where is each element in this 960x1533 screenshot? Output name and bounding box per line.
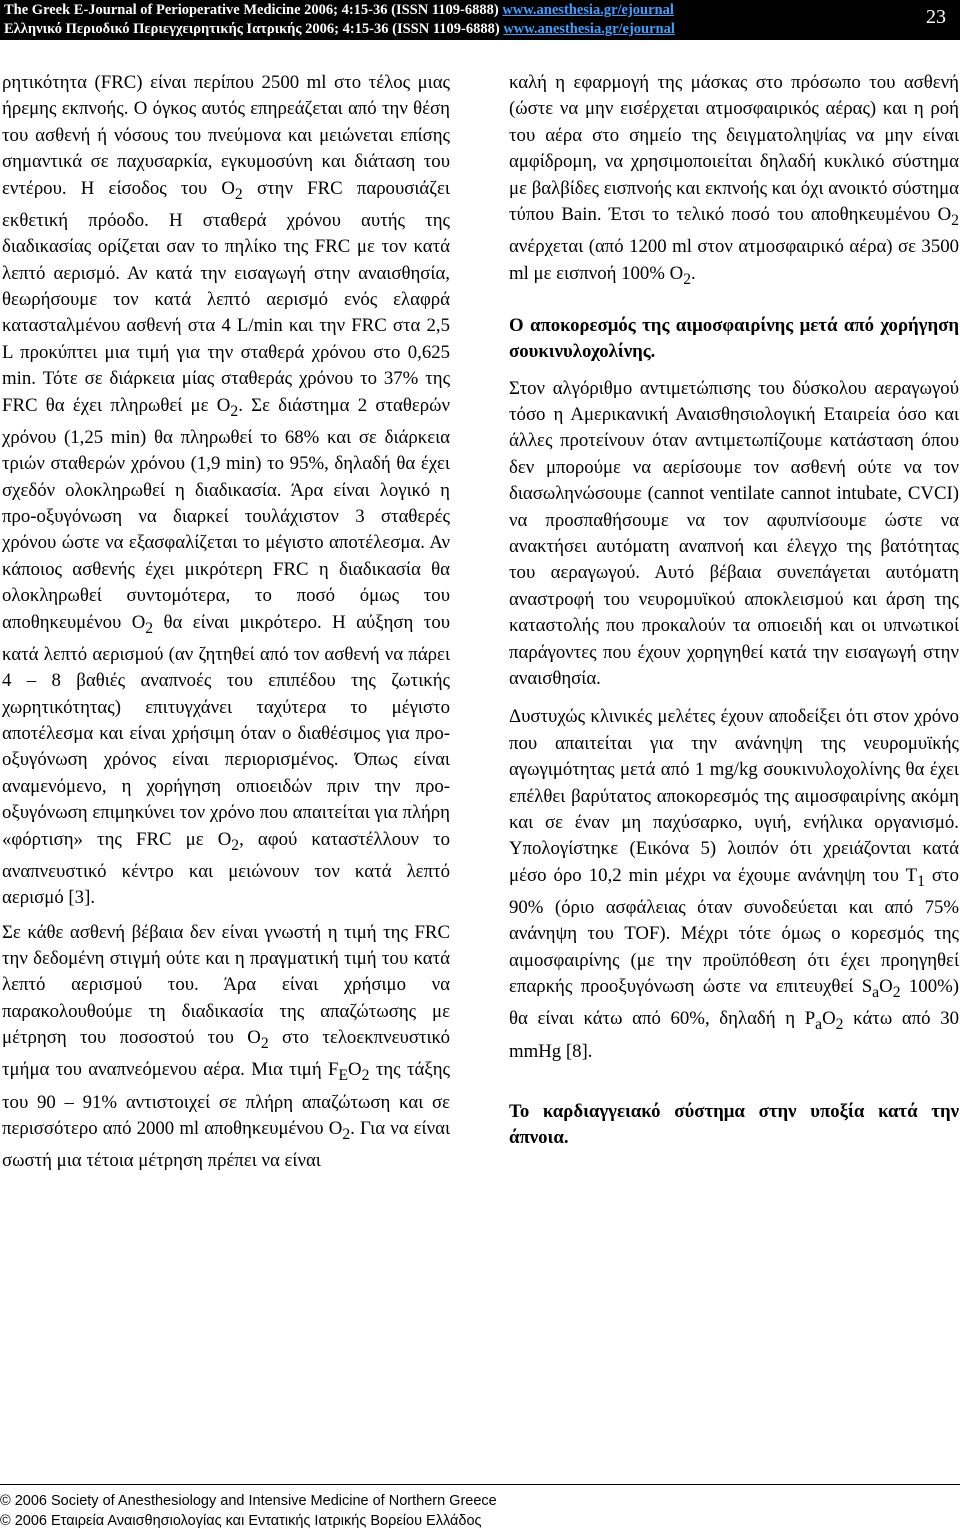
copyright-english: © 2006 Society of Anesthesiology and Intensive Medicine of Northern Greece: [0, 1493, 497, 1509]
text-run: στο τελοεκπνευστικό τμήμα του αναπνεόμενου αέρα. Μια τιμή F: [2, 1027, 450, 1081]
left-column: [2, 70, 450, 1175]
text-run: .: [691, 262, 696, 284]
header-line-greek: [4, 20, 675, 38]
subscript: 2: [951, 211, 959, 229]
text-run: στο 90% (όριο ασφάλειας όταν συνοδεύεται και από 75% ανάνηψη του TOF). Μέχρι τότε όμως ο κορεσμός της αιμοσφαιρίνης (με την προϋπόθεση ότι έχει προηγηθεί επαρκής προοξυγόνωση ώστε να επιτευχθεί S: [509, 864, 959, 998]
text-run: στην FRC παρουσιάζει εκθετική πρόοδο. Η σταθερά χρόνου αυτής της διαδικασίας ορίζεται σαν το πηλίκο της FRC με τον κατά λεπτό αερισμό. Αν κατά την εισαγωγή στην αναισθησία, θεωρήσουμε τον κατά λεπτό αερισμό ενός ελαφρά κατασταλμένου ασθενή στα 4 L/min και την FRC στα 2,5 L προκύπτει μια τιμή για την σταθερά χρόνου στο 0,625 min. Τότε σε διάρκεια μίας σταθεράς χρόνου το 37% της FRC θα έχει πληρωθεί με Ο: [2, 177, 450, 416]
text-run: θα είναι μικρότερο. Η αύξηση του κατά λεπτό αερισμού (αν ζητηθεί από τον ασθενή να πάρει 4 – 8 βαθιές αναπνοές του επιπέδου της ζωτικής χωρητικότητας) επιτυγχάνει ταχύτερα το μέγιστο αποτέλεσμα και είναι χρήσιμη όταν ο διαθέσιμος για προ-οξυγόνωση χρόνος είναι περιορισμένος. Όπως είναι αναμενόμενο, η χορήγηση οπιοειδών πριν την προ-οξυγόνωση επιμηκύνει τον χρόνο που απαιτείται για πλήρη «φόρτιση» της FRC με Ο: [2, 611, 451, 850]
section-heading-desaturation: Ο αποκορεσμός της αιμοσφαιρίνης μετά από χορήγηση σουκινυλοχολίνης.: [509, 314, 959, 363]
text-run: O: [822, 1008, 836, 1030]
text-run: Δυστυχώς κλινικές μελέτες έχουν αποδείξει ότι στον χρόνο που απαιτείται για την ανάνηψη της νευρομυϊκής αγωγιμότητας μετά από 1 mg/kg σουκινυλοχολίνης θα έχει επέλθει βαρύτατος αποκορεσμός της αιμοσφαιρίνης ακόμη και σε έναν μη παχύσαρκο, υγιή, ενήλικα οργανισμό. Υπολογίστηκε (Εικόνα 5) λοιπόν ότι χρειάζονται κατά μέσο όρο 10,2 min μέχρι να έχουμε ανάνηψη του Τ: [509, 706, 959, 886]
subscript: a: [872, 984, 880, 1001]
subscript: 2: [892, 984, 901, 1001]
subscript: 1: [917, 872, 925, 890]
subscript: a: [815, 1016, 823, 1034]
header-citation-gr: Ελληνικό Περιοδικό Περιεγχειρητικής Ιατρικής 2006; 4:15-36 (ISSN 1109-6888): [4, 21, 504, 37]
journal-header: [0, 0, 960, 40]
subscript: 2: [234, 185, 243, 203]
text-run: . Σε διάστημα 2 σταθερών χρόνου (1,25 min) θα πληρωθεί το 68% και σε διάρκεια τριών σταθερών χρόνου (1,9 min) το 95%, δηλαδή θα έχει σχεδόν ολοκληρωθεί η διαδικασία. Άρα είναι λογικό η προ-οξυγόνωση να διαρκεί τουλάχιστον 3 σταθερές χρόνου ώστε να εξασφαλίζεται το μέγιστο αποτέλεσμα. Αν κάποιος ασθενής έχει μικρότερη FRC η διαδικασία θα ολοκληρωθεί συντομότερα, το ποσό όμως του αποθηκευμένου Ο: [2, 394, 450, 633]
text-run: ρητικότητα (FRC) είναι περίπου 2500 ml στο τέλος μιας ήρεμης εκπνοής. Ο όγκος αυτός επηρεάζεται από την θέση του ασθενή ή νόσους του πνεύμονα και μειώνεται επίσης σημαντικά σε παχυσαρκία, εγκυμοσύνη και διάταση του εντέρου. Η είσοδος του Ο: [2, 72, 450, 199]
text-run: Σε κάθε ασθενή βέβαια δεν είναι γνωστή η τιμή της FRC την δεδομένη στιγμή ούτε και η πραγματική τιμή του κατά λεπτό αερισμού του. Άρα είναι χρήσιμο να παρακολουθούμε τη διαδικασία της απαζώτωσης με μέτρηση του ποσοστού του Ο: [2, 921, 450, 1049]
text-run: της τάξης του 90 – 91% αντιστοιχεί σε πλήρη απαζώτωση και σε περισσότερο από 2000 ml αποθηκευμένου Ο: [2, 1059, 450, 1139]
subscript: 2: [145, 619, 154, 637]
journal-link-en[interactable]: www.anesthesia.gr/ejournal: [502, 2, 674, 18]
left-paragraph-1: [2, 70, 450, 912]
copyright-greek: © 2006 Εταιρεία Αναισθησιολογίας και Εντατικής Ιατρικής Βορείου Ελλάδος: [0, 1513, 482, 1529]
right-paragraph-3: [509, 704, 959, 1065]
copyright-footer: [0, 1484, 960, 1533]
subscript: E: [338, 1067, 349, 1085]
journal-link-gr[interactable]: www.anesthesia.gr/ejournal: [503, 21, 675, 37]
page-number: 23: [926, 6, 946, 28]
subscript: 2: [231, 836, 240, 854]
subscript: 2: [260, 1034, 269, 1052]
text-run: , αφού καταστέλλουν το αναπνευστικό κέντρο και μειώνουν τον κατά λεπτό αερισμό [3].: [2, 828, 450, 909]
section-heading-cardiovascular: Το καρδιαγγειακό σύστημα στην υποξία κατά την άπνοια.: [509, 1100, 959, 1149]
text-run: ανέρχεται (από 1200 ml στον ατμοσφαιρικό αέρα) σε 3500 ml με εισπνοή 100% Ο: [509, 236, 959, 284]
right-column: [509, 70, 959, 1162]
text-run: . Για να είναι σωστή μια τέτοια μέτρηση πρέπει να είναι: [2, 1117, 450, 1172]
text-run: O: [348, 1059, 362, 1081]
subscript: 2: [361, 1067, 370, 1085]
text-run: O: [879, 976, 893, 998]
header-line-english: [4, 1, 674, 19]
subscript: 2: [835, 1016, 844, 1034]
text-run: καλή η εφαρμογή της μάσκας στο πρόσωπο του ασθενή (ώστε να μην εισέρχεται ατμοσφαιρικός αέρας) και η ροή του αέρα στο σημείο της δειγματοληψίας να μην είναι αμφίδρομη, να χρησιμοποιείται δηλαδή κυκλικό σύστημα με βαλβίδες εισπνοής και εκπνοής και όχι ανοικτό σύστημα τύπου Bain. Έτσι το τελικό ποσό του αποθηκευμένου Ο: [509, 72, 959, 226]
subscript: 2: [230, 402, 239, 420]
subscript: 2: [683, 270, 692, 288]
right-paragraph-1: [509, 70, 959, 293]
header-citation-en: The Greek E-Journal of Perioperative Medicine 2006; 4:15-36 (ISSN 1109-6888): [4, 2, 503, 18]
left-paragraph-2: [2, 920, 450, 1175]
subscript: 2: [342, 1125, 351, 1143]
right-paragraph-2: Στον αλγόριθμο αντιμετώπισης του δύσκολου αεραγωγού τόσο η Αμερικανική Αναισθησιολογική Εταιρεία όσο και άλλες προτείνουν όταν αντιμετωπίζουμε κατάσταση όπου δεν μπορούμε να αερίσουμε τον ασθενή ούτε να τον διασωληνώσουμε (cannot ventilate cannot intubate, CVCI) να προσπαθήσουμε να τον αφυπνίσουμε ώστε να ανακτήσει αυτόματη αναπνοή και έλεγχο της βατότητας του αεραγωγού. Αυτό βέβαια συνεπάγεται αυτόματη αναστροφή του νευρομυϊκού αποκλεισμού και άρση της καταστολής που προκαλούν τα οπιοειδή και οι υπνωτικοί παράγοντες που έχουν χορηγηθεί κατά την εισαγωγή στην αναισθησία.: [509, 377, 959, 690]
spacer: [509, 692, 959, 704]
text-run: κάτω από 30 mmHg [8].: [509, 1008, 959, 1062]
text-run: 100%) θα είναι κάτω από 60%, δηλαδή η P: [509, 976, 959, 1030]
